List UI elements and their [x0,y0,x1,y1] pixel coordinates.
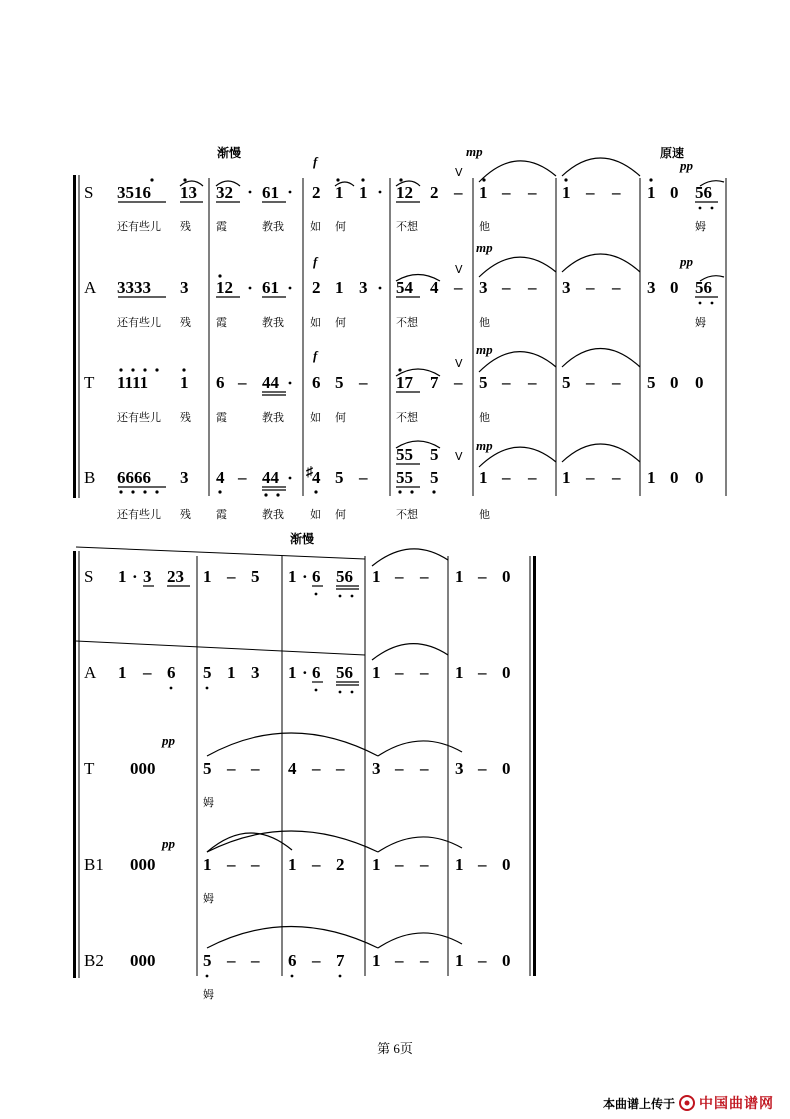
dyn-mp-a: mp [476,240,493,255]
part-label: S [84,183,94,202]
part-label: T [84,373,95,392]
note-symbol: 4 [312,468,321,487]
system-2-bracket [73,551,76,978]
note-symbol: 3 [143,567,152,586]
note-symbol: 1 [288,567,297,586]
note-symbol: 3 [359,278,368,297]
note-symbol: 0 [502,567,511,586]
note-symbol: 13 [180,183,197,202]
lyric-text: 何 [335,508,346,521]
lyric-text: 姆 [203,796,214,809]
dyn-pp-s: pp [680,158,693,173]
lyric-text: 他 [479,316,490,329]
site-credit [603,1093,774,1113]
note-symbol: 0 [670,468,679,487]
note-symbol: 6 [216,373,225,392]
lyric-text: 姆 [695,220,706,233]
dyn-mp-t: mp [476,342,493,357]
system-1-barlines [209,178,726,496]
note-symbol: – [420,567,429,586]
note-symbol: 6 [288,951,297,970]
note-symbol: 4 [288,759,297,778]
note-symbol: 3 [372,759,381,778]
note-symbol: – [528,183,537,202]
note-symbol: 7 [430,373,439,392]
part-s-1 [84,158,724,233]
note-symbol: 1 [372,663,381,682]
lyric-text: 还有些儿 [117,316,161,329]
lyric-text: 教我 [262,316,284,329]
note-symbol: 32 [216,183,233,202]
lyric-text: 教我 [262,411,284,424]
note-symbol: 0 [670,373,679,392]
part-a-2 [84,644,511,694]
note-symbol: – [502,373,511,392]
note-symbol: – [478,663,487,682]
note-symbol: 5 [562,373,571,392]
tempo-slowing-1: 渐慢 [217,146,242,160]
lyric-text: 还有些儿 [117,411,161,424]
note-symbol: 5 [479,373,488,392]
note-symbol: · [132,567,138,586]
note-symbol: 6 [312,373,321,392]
part-label: B2 [84,951,104,970]
note-symbol: 5 [335,468,344,487]
note-symbol: – [612,183,621,202]
note-symbol: – [395,855,404,874]
note-symbol: 23 [167,567,184,586]
lyric-text: 不想 [396,316,418,329]
lyric-text: 如 [310,411,321,424]
note-symbol: – [612,373,621,392]
breath-mark-b: V [455,450,463,463]
note-symbol: 6 [312,567,321,586]
note-symbol: 1 [335,183,344,202]
part-t-1 [84,349,704,425]
note-symbol: – [502,183,511,202]
note-symbol: – [478,855,487,874]
note-symbol: – [238,468,247,487]
note-symbol: ♯ [306,465,313,480]
note-symbol: 2 [312,183,321,202]
note-symbol: 4 [430,278,439,297]
lyric-text: 霞 [216,316,227,329]
note-symbol: 6666 [117,468,151,487]
lyric-text: 姆 [203,892,214,905]
note-symbol: 3 [562,278,571,297]
part-a-1 [84,254,724,329]
lyric-text: 霞 [216,508,227,521]
note-symbol: – [238,373,247,392]
note-symbol: 1 [203,567,212,586]
note-symbol: 3333 [117,278,151,297]
lyric-text: 霞 [216,220,227,233]
note-symbol: 0 [502,951,511,970]
note-symbol: – [336,759,345,778]
note-symbol: – [478,951,487,970]
note-symbol: 56 [695,183,712,202]
part-label: A [84,278,97,297]
lyric-text: 如 [310,508,321,521]
dyn-pp-a: pp [680,254,693,269]
note-symbol: 3 [647,278,656,297]
note-symbol: 000 [130,951,156,970]
lyric-text: 如 [310,316,321,329]
part-label: B1 [84,855,104,874]
part-b1-2 [84,831,511,905]
lyric-text: 他 [479,411,490,424]
note-symbol: – [454,278,463,297]
lyric-text: 如 [310,220,321,233]
note-symbol: 0 [670,278,679,297]
note-symbol: 55 [396,468,413,487]
note-symbol: 5 [203,759,212,778]
note-symbol: – [478,567,487,586]
note-symbol: – [395,759,404,778]
note-symbol: 1 [455,855,464,874]
part-b2-2 [84,927,511,1002]
note-symbol: 000 [130,855,156,874]
note-symbol: – [312,855,321,874]
note-symbol: 0 [695,468,704,487]
note-symbol: 1 [335,278,344,297]
note-symbol: – [251,759,260,778]
note-symbol: 5 [647,373,656,392]
note-symbol: 1 [562,183,571,202]
breath-mark-t: V [455,357,463,370]
note-symbol: – [528,468,537,487]
lyric-text: 何 [335,220,346,233]
lyric-text: 教我 [262,220,284,233]
note-symbol: 1 [372,951,381,970]
note-symbol: 4 [216,468,225,487]
lyric-text: 姆 [203,988,214,1001]
note-symbol: 5 [430,468,439,487]
note-symbol: 1 [479,468,488,487]
note-symbol: 6 [312,663,321,682]
dyn-f-s: f [313,154,318,169]
note-symbol: 61 [262,183,279,202]
part-label: B [84,468,96,487]
note-symbol: 44 [262,373,279,392]
part-label: A [84,663,97,682]
page-number: 第 6页 [377,1041,413,1056]
lyric-text: 残 [180,411,191,424]
note-symbol: 5 [203,663,212,682]
note-symbol: 12 [396,183,413,202]
note-symbol: 12 [216,278,233,297]
note-symbol: 1 [647,468,656,487]
note-symbol: – [251,855,260,874]
note-symbol: 1 [455,951,464,970]
note-symbol: – [586,468,595,487]
note-symbol: – [586,373,595,392]
note-symbol: 61 [262,278,279,297]
dyn-pp-b1: pp [162,836,175,851]
tempo-original: 原速 [660,146,685,160]
note-symbol: 7 [336,951,345,970]
note-symbol: 56 [336,567,353,586]
note-symbol: 2 [336,855,345,874]
lyric-text: 还有些儿 [117,508,161,521]
note-symbol: – [586,183,595,202]
note-symbol: 1 [372,567,381,586]
note-symbol: – [528,278,537,297]
note-symbol: – [395,567,404,586]
lyric-text: 何 [335,411,346,424]
note-symbol: 1 [288,855,297,874]
dyn-mp-s: mp [466,144,483,159]
note-symbol: – [586,278,595,297]
note-symbol: 3516 [117,183,151,202]
note-symbol: 54 [396,278,413,297]
note-symbol: 0 [670,183,679,202]
dyn-pp-t2: pp [162,733,175,748]
part-b-1 [84,441,704,521]
note-symbol: 1 [479,183,488,202]
note-symbol: 1111 [117,373,149,392]
note-symbol: 1 [372,855,381,874]
note-symbol: 1 [227,663,236,682]
lyric-text: 不想 [396,220,418,233]
note-symbol: – [420,855,429,874]
note-symbol: – [359,373,368,392]
part-t-2 [84,733,511,809]
note-symbol: 3 [479,278,488,297]
tempo-slowing-2: 渐慢 [290,532,315,546]
note-symbol: 55 [396,445,413,464]
note-symbol: 56 [336,663,353,682]
dyn-f-a: f [313,254,318,269]
part-label: T [84,759,95,778]
note-symbol: – [420,951,429,970]
note-symbol: – [395,951,404,970]
note-symbol: 1 [203,855,212,874]
site-logo-icon [679,1095,695,1111]
breath-mark-a: V [455,263,463,276]
note-symbol: – [420,759,429,778]
breath-mark-s: V [455,166,463,179]
note-symbol: 3 [455,759,464,778]
note-symbol: 000 [130,759,156,778]
note-symbol: – [454,183,463,202]
note-symbol: 1 [647,183,656,202]
note-symbol: 6 [167,663,176,682]
note-symbol: 5 [251,567,260,586]
note-symbol: 5 [335,373,344,392]
note-symbol: 5 [430,445,439,464]
note-symbol: – [612,468,621,487]
note-symbol: – [359,468,368,487]
note-symbol: 3 [180,468,189,487]
note-symbol: 0 [695,373,704,392]
note-symbol: – [502,468,511,487]
system-1 [73,144,726,521]
note-symbol: · [302,567,308,586]
note-symbol: 2 [430,183,439,202]
note-symbol: 1 [562,468,571,487]
note-symbol: 1 [455,567,464,586]
note-symbol: – [502,278,511,297]
note-symbol: 3 [251,663,260,682]
part-label: S [84,567,94,586]
note-symbol: 1 [359,183,368,202]
note-symbol: 1 [180,373,189,392]
lyric-text: 教我 [262,508,284,521]
site-name[interactable]: 中国曲谱网 [699,1096,774,1112]
note-symbol: 17 [396,373,413,392]
note-symbol: – [251,951,260,970]
note-symbol: – [612,278,621,297]
note-symbol: 0 [502,855,511,874]
lyric-text: 不想 [396,508,418,521]
note-symbol: 44 [262,468,279,487]
lyric-text: 霞 [216,411,227,424]
note-symbol: – [312,951,321,970]
note-symbol: · [302,663,308,682]
lyric-text: 他 [479,220,490,233]
note-symbol: 3 [180,278,189,297]
lyric-text: 不想 [396,411,418,424]
note-symbol: 1 [118,663,127,682]
note-symbol: – [227,759,236,778]
lyric-text: 何 [335,316,346,329]
note-symbol: – [420,663,429,682]
note-symbol: – [528,373,537,392]
dyn-mp-b: mp [476,438,493,453]
note-symbol: 0 [502,759,511,778]
note-symbol: 1 [288,663,297,682]
upload-note: 本曲谱上传于 [602,1096,675,1111]
note-symbol: 56 [695,278,712,297]
system-2 [73,531,536,1001]
note-symbol: – [454,373,463,392]
note-symbol: 0 [502,663,511,682]
lyric-text: 姆 [695,316,706,329]
lyric-text: 还有些儿 [117,220,161,233]
dyn-f-t: f [313,348,318,363]
note-symbol: – [312,759,321,778]
lyric-text: 残 [180,508,191,521]
note-symbol: – [478,759,487,778]
note-symbol: – [227,567,236,586]
note-symbol: – [227,951,236,970]
lyric-text: 残 [180,316,191,329]
note-symbol: 5 [203,951,212,970]
note-symbol: – [395,663,404,682]
lyric-text: 残 [180,220,191,233]
note-symbol: – [143,663,152,682]
note-symbol: 1 [455,663,464,682]
note-symbol: 2 [312,278,321,297]
note-symbol: 1 [118,567,127,586]
system-1-bracket [73,175,76,498]
lyric-text: 他 [479,508,490,521]
note-symbol: – [227,855,236,874]
